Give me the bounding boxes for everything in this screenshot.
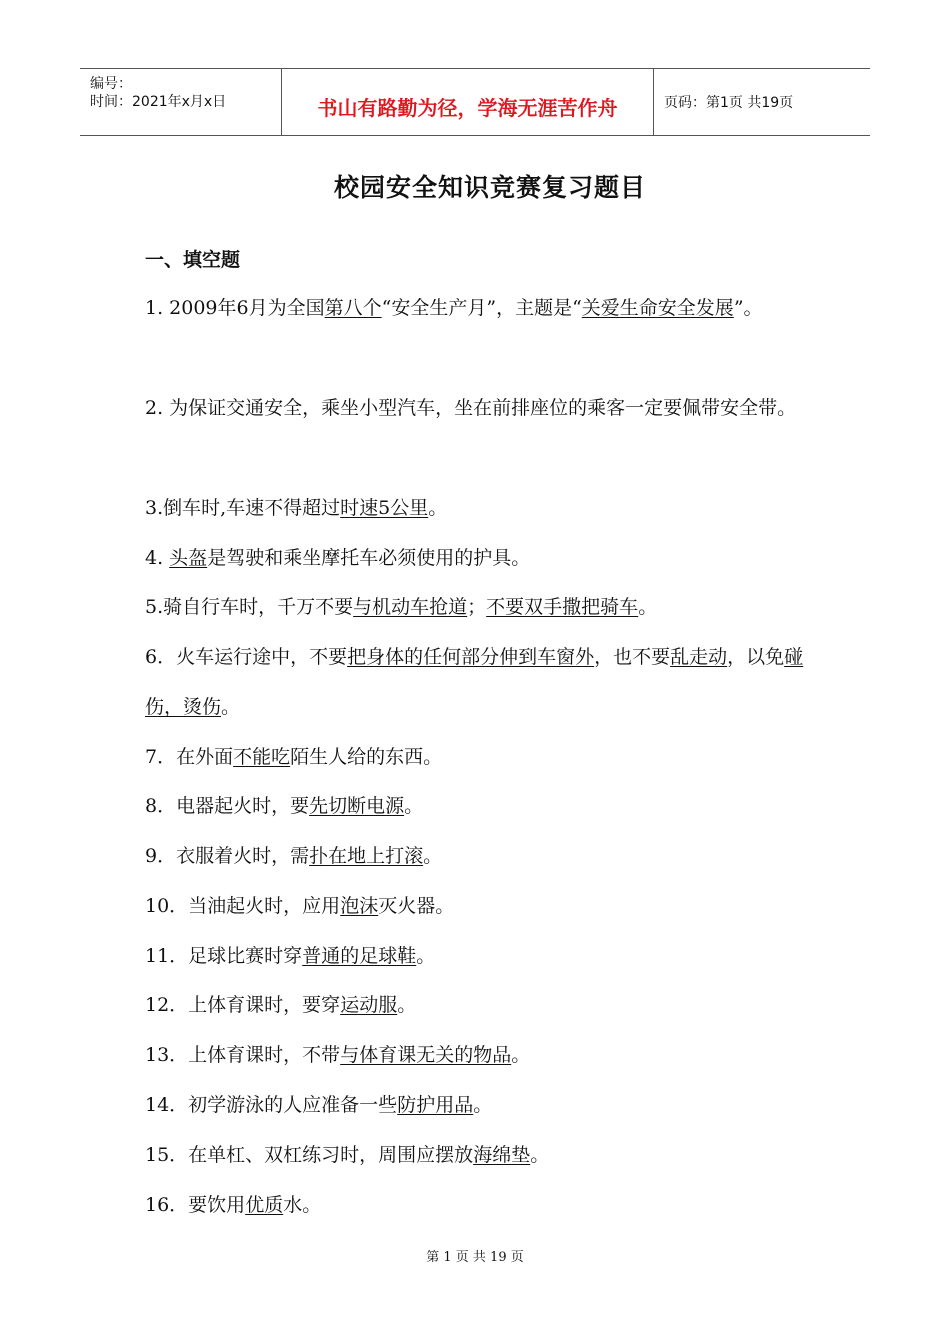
question-4: 4. 头盔是驾驶和乘坐摩托车必须使用的护具。 <box>145 547 531 569</box>
question-11: 11．足球比赛时穿普通的足球鞋。 <box>145 945 436 967</box>
page-header <box>80 68 870 136</box>
header-motto: 书山有路勤为径，学海无涯苦作舟 <box>282 69 654 135</box>
question-7: 7．在外面不能吃陌生人给的东西。 <box>145 746 443 768</box>
header-page-code: 页码：第1页 共19页 <box>664 95 794 111</box>
question-15: 15．在单杠、双杠练习时，周围应摆放海绵垫。 <box>145 1144 550 1166</box>
question-8: 8．电器起火时，要先切断电源。 <box>145 795 424 817</box>
question-3: 3.倒车时,车速不得超过时速5公里。 <box>145 497 448 519</box>
question-16: 16．要饮用优质水。 <box>145 1194 322 1216</box>
question-9: 9．衣服着火时，需扑在地上打滚。 <box>145 845 443 867</box>
document-title: 校园安全知识竞赛复习题目 <box>333 173 646 202</box>
question-2: 2. 为保证交通安全，乘坐小型汽车，坐在前排座位的乘客一定要佩带安全带。 <box>145 397 797 419</box>
header-meta <box>80 69 282 135</box>
question-13: 13．上体育课时，不带与体育课无关的物品。 <box>145 1044 531 1066</box>
page-footer: 第 1 页 共 19 页 <box>426 1250 524 1265</box>
question-6: 6．火车运行途中，不要把身体的任何部分伸到车窗外，也不要乱走动，以免碰伤，烫伤。 <box>145 646 804 718</box>
question-14: 14．初学游泳的人应准备一些防护用品。 <box>145 1094 493 1116</box>
number-label: 编号： <box>90 76 132 92</box>
time-label: 时间：2021年x月x日 <box>90 94 227 110</box>
question-5: 5.骑自行车时，千万不要与机动车抢道；不要双手撒把骑车。 <box>145 596 658 618</box>
question-10: 10．当油起火时，应用泡沫灭火器。 <box>145 895 455 917</box>
section-title: 一、填空题 <box>145 249 241 271</box>
question-12: 12．上体育课时，要穿运动服。 <box>145 994 417 1016</box>
question-1: 1. 2009年6月为全国第八个“安全生产月”，主题是“关爱生命安全发展”。 <box>145 297 763 319</box>
